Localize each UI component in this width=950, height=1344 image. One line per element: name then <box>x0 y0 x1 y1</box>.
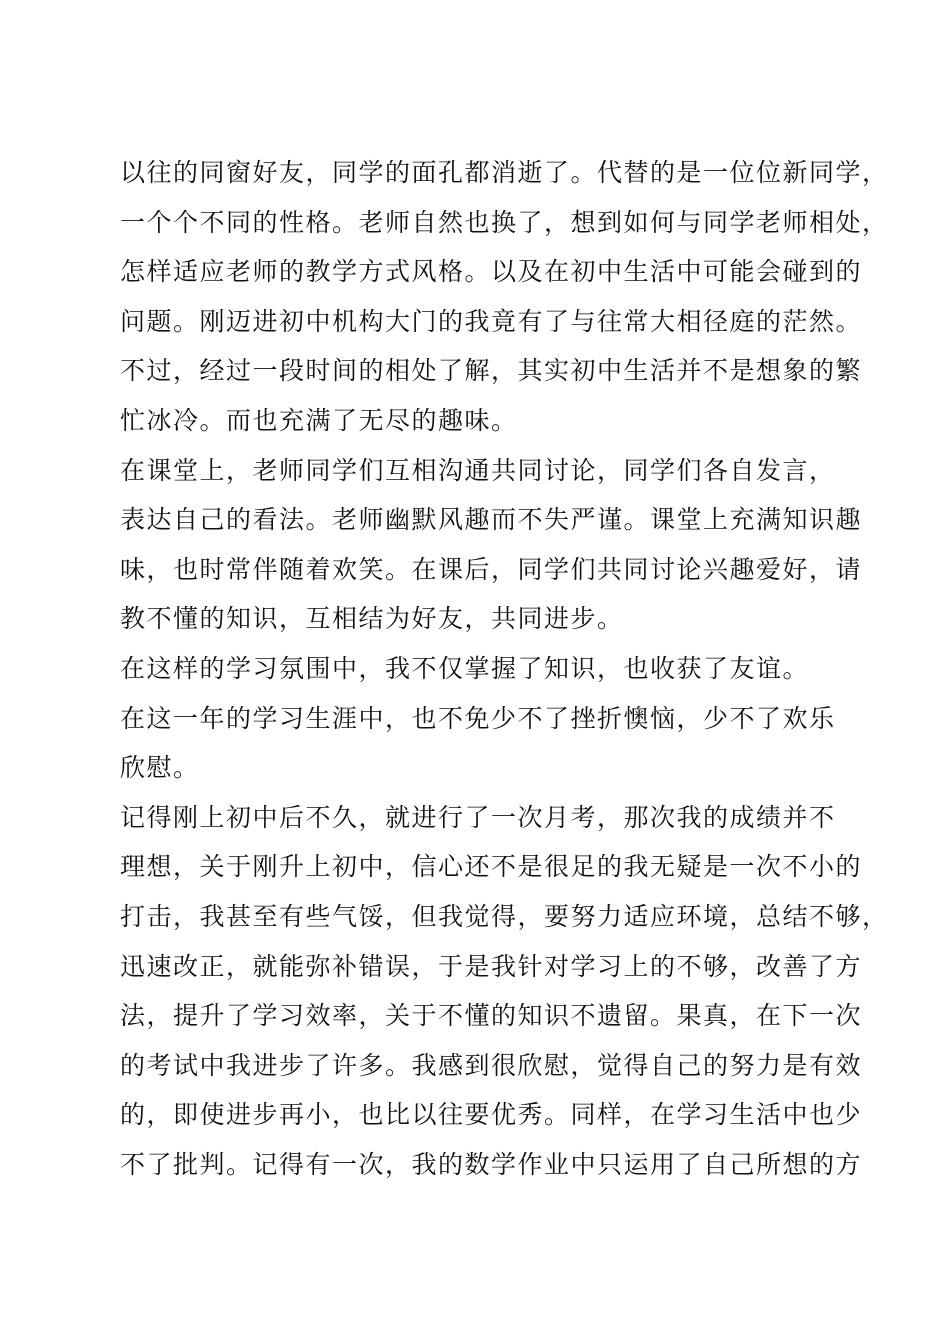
text-line: 记得刚上初中后不久，就进行了一次月考，那次我的成绩并不 <box>120 802 836 832</box>
text-line: 不了批判。记得有一次，我的数学作业中只运用了自己所想的方 <box>120 1149 863 1179</box>
text-line: 理想，关于刚升上初中，信心还不是很足的我无疑是一次不小的 <box>120 852 863 882</box>
text-line: 迅速改正，就能弥补错误，于是我针对学习上的不够，改善了方 <box>120 951 863 981</box>
text-line: 在课堂上，老师同学们互相沟通共同讨论，同学们各自发言， <box>120 455 836 485</box>
text-line: 不过，经过一段时间的相处了解，其实初中生活并不是想象的繁 <box>120 356 863 386</box>
text-line: 欣慰。 <box>120 753 200 783</box>
text-line: 在这样的学习氛围中，我不仅掌握了知识，也收获了友谊。 <box>120 653 810 683</box>
text-line: 味，也时常伴随着欢笑。在课后，同学们共同讨论兴趣爱好，请 <box>120 554 863 584</box>
text-line: 一个个不同的性格。老师自然也换了，想到如何与同学老师相处， <box>120 207 889 237</box>
text-line: 在这一年的学习生涯中，也不免少不了挫折懊恼，少不了欢乐 <box>120 703 836 733</box>
text-line: 表达自己的看法。老师幽默风趣而不失严谨。课堂上充满知识趣 <box>120 505 863 535</box>
text-line: 教不懂的知识，互相结为好友，共同进步。 <box>120 604 624 634</box>
text-line: 法，提升了学习效率，关于不懂的知识不遗留。果真，在下一次 <box>120 1001 863 1031</box>
text-line: 打击，我甚至有些气馁，但我觉得，要努力适应环境，总结不够， <box>120 901 889 931</box>
text-line: 忙冰冷。而也充满了无尽的趣味。 <box>120 405 518 435</box>
text-line: 怎样适应老师的教学方式风格。以及在初中生活中可能会碰到的 <box>120 257 863 287</box>
essay-body <box>120 148 889 1189</box>
text-line: 以往的同窗好友，同学的面孔都消逝了。代替的是一位位新同学， <box>120 158 889 187</box>
text-line: 的考试中我进步了许多。我感到很欣慰，觉得自己的努力是有效 <box>120 1050 863 1080</box>
text-line: 的，即使进步再小，也比以往要优秀。同样，在学习生活中也少 <box>120 1100 863 1130</box>
text-line: 问题。刚迈进初中机构大门的我竟有了与往常大相径庭的茫然。 <box>120 306 863 336</box>
